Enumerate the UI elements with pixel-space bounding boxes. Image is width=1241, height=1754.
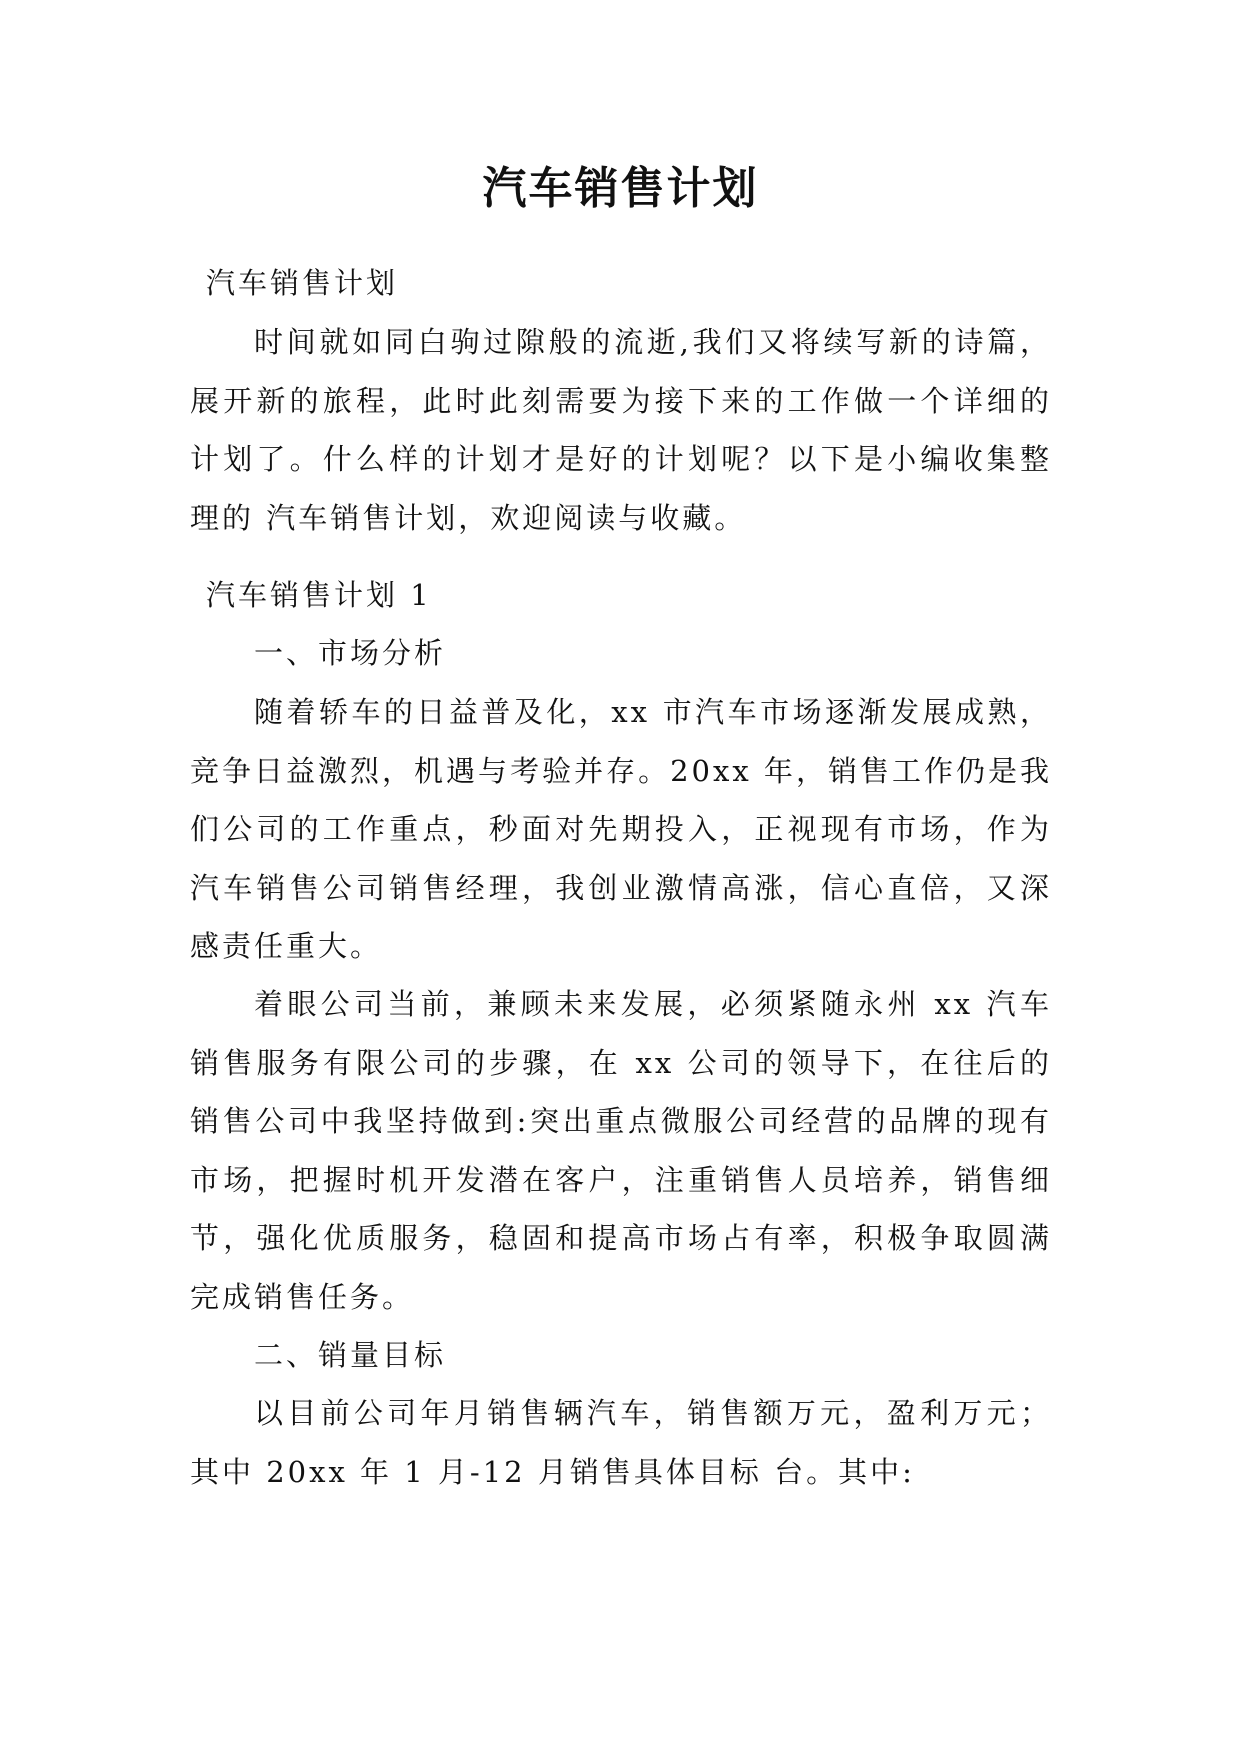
section1-subheading-market: 一、市场分析 [254,636,447,670]
section1-paragraph-2-text: 着眼公司当前，兼顾未来发展，必须紧随永州 xx 汽车销售服务有限公司的步骤，在 xx 公司的领导下，在往后的销售公司中我坚持做到:突出重点微服公司经营的品牌的现有市场，把握时机开发潜在客户，注重销售人员培养，销售细节，强化优质服务，稳固和提高市场占有率，积极争取圆满完成销售任务。 [190,987,1052,1314]
intro-paragraph-text: 时间就如同白驹过隙般的流逝,我们又将续写新的诗篇，展开新的旅程，此时此刻需要为接下来的工作做一个详细的计划了。什么样的计划才是好的计划呢？以下是小编收集整理的 汽车销售计划，欢迎阅读与收藏。 [190,325,1052,535]
section1-subheading-sales-target: 二、销量目标 [254,1338,447,1372]
section1-paragraph-3 [190,1384,1052,1501]
section1-heading: 汽车销售计划 1 [206,578,432,612]
section1-paragraph-3-text: 以目前公司年月销售辆汽车，销售额万元，盈利万元；其中 20xx 年 1 月-12 月销售具体目标 台。其中: [190,1396,1052,1489]
intro-paragraph [190,313,1052,547]
intro-heading: 汽车销售计划 [206,266,399,300]
document-title: 汽车销售计划 [482,163,759,214]
section1-paragraph-2 [190,975,1052,1326]
section1-paragraph-1-text: 随着轿车的日益普及化，xx 市汽车市场逐渐发展成熟，竞争日益激烈，机遇与考验并存。20xx 年，销售工作仍是我们公司的工作重点，秒面对先期投入，正视现有市场，作为汽车销售公司销售经理，我创业激情高涨，信心直倍，又深感责任重大。 [190,695,1052,963]
section1-paragraph-1 [190,683,1052,976]
